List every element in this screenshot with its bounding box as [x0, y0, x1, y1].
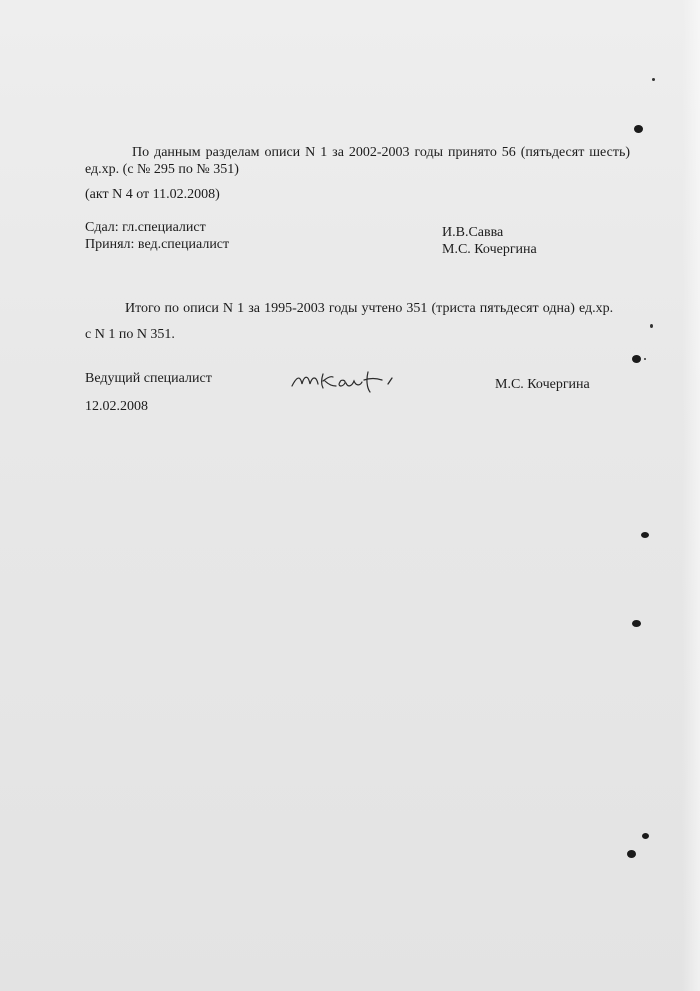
handwritten-signature: [288, 364, 400, 394]
ink-speck: [644, 358, 646, 360]
gave-name: И.В.Савва: [442, 225, 504, 240]
received-name: М.С. Кочергина: [442, 242, 537, 257]
signoff-role: Ведущий специалист: [85, 371, 212, 386]
ink-speck: [650, 324, 653, 328]
punch-hole: [627, 850, 636, 858]
ink-speck: [652, 78, 655, 81]
signoff-date: 12.02.2008: [85, 399, 148, 414]
gave-role: Сдал: гл.специалист: [85, 220, 206, 235]
summary-line-1: Итого по описи N 1 за 1995-2003 годы учтено 351 (триста пятьдесят одна) ед.хр.: [125, 301, 614, 316]
punch-hole: [632, 355, 641, 363]
summary-line-2: с N 1 по N 351.: [85, 327, 175, 342]
signoff-name: М.С. Кочергина: [495, 377, 590, 392]
paragraph-accepted-items: По данным разделам описи N 1 за 2002-2003 годы принято 56 (пятьдесят шесть) ед.хр. (с № 295 по № 351): [85, 145, 630, 177]
punch-hole: [632, 620, 641, 627]
punch-hole: [642, 833, 649, 839]
act-reference: (акт N 4 от 11.02.2008): [85, 187, 220, 202]
punch-hole: [634, 125, 643, 133]
received-role: Принял: вед.специалист: [85, 237, 230, 252]
punch-hole: [641, 532, 649, 538]
